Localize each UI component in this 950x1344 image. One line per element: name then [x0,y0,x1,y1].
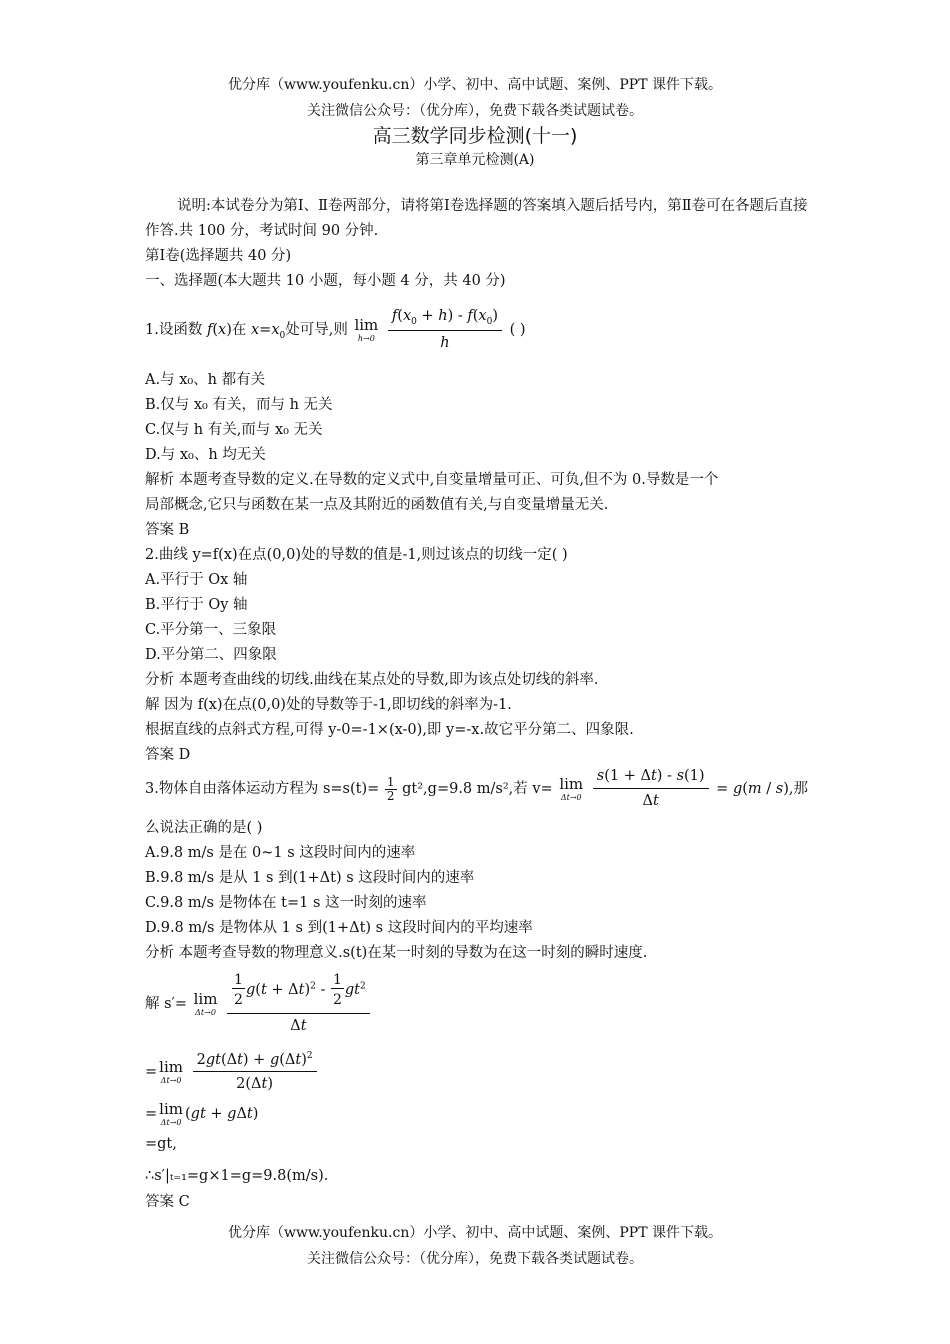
q1-analysis-2: 局部概念,它只与函数在某一点及其附近的函数值有关,与自变量增量无关. [145,497,609,513]
q3-solution-step-4: =gt, [145,1136,177,1152]
q3-solution-step-3: = lim Δt→0 (gt + gΔt) [145,1099,259,1127]
q1-limit: lim h→0 [354,315,379,343]
q2-option-c: C.平分第一、三象限 [145,622,277,638]
q1-option-a: A.与 x₀、h 都有关 [145,372,266,388]
page-title: 高三数学同步检测(十一) [372,125,578,147]
q2-option-d: D.平分第二、四象限 [145,647,277,663]
section-1-heading: 第Ⅰ卷(选择题共 40 分) [145,248,292,264]
q3-limit: lim Δt→0 [559,774,584,802]
q3-step1-fraction: $\frac{1}{2}$ $g(t + \Delta t)^2$ - $\frac{1}{2}$ $gt^2$ Δt [227,973,370,1035]
q3-stem-continued: 么说法正确的是( ) [145,820,263,836]
q3-option-b: B.9.8 m/s 是从 1 s 到(1+Δt) s 这段时间内的速率 [145,870,475,886]
q3-fraction: $\frac{s(1 + \Delta t) - s(1)}{\Delta t}$ [593,768,709,809]
header-line-2: 关注微信公众号：（优分库），免费下载各类试题试卷。 [307,103,643,119]
footer-line-2: 关注微信公众号：（优分库），免费下载各类试题试卷。 [307,1251,643,1267]
q1-fraction: $\frac{f(x_0 + h) - f(x_0)}{h}$ [388,308,502,352]
q1-option-b: B.仅与 x₀ 有关，而与 h 无关 [145,397,333,413]
q2-answer: 答案 D [145,747,191,763]
q3-answer: 答案 C [145,1194,190,1210]
q3-option-c: C.9.8 m/s 是物体在 t=1 s 这一时刻的速率 [145,895,427,911]
q1-analysis-1: 解析 本题考查导数的定义.在导数的定义式中,自变量增量可正、可负,但不为 0.导数是一个 [145,472,719,488]
page-subtitle: 第三章单元检测(A) [415,152,535,168]
section-1-subheading: 一、选择题(本大题共 10 小题，每小题 4 分，共 40 分) [145,273,506,289]
intro-paragraph: 说明:本试卷分为第Ⅰ、Ⅱ卷两部分，请将第Ⅰ卷选择题的答案填入题后括号内，第Ⅱ卷可在各题后直接作答.共 100 分，考试时间 90 分钟. [145,198,808,239]
footer-line-1: 优分库（www.youfenku.cn）小学、初中、高中试题、案例、PPT 课件下载。 [227,1225,722,1241]
header-line-1: 优分库（www.youfenku.cn）小学、初中、高中试题、案例、PPT 课件下载。 [227,77,722,93]
q3-solution-step-1: 解 s′= lim Δt→0 $\frac{1}{2}$ $g(t + \Delta t)^2$ - $\frac{1}{2}$ $gt^2$ Δt [145,968,373,1040]
q3-solution-step-2: = lim Δt→0 $\frac{2gt(\Delta t) + g(\Delta t)^2}{2(\Delta t)}$ [145,1048,320,1096]
q3-half-fraction: $\frac{1}{2}$ [386,774,395,803]
q2-analysis: 分析 本题考查曲线的切线.曲线在某点处的导数,即为该点处切线的斜率. [145,672,599,688]
q1-option-c: C.仅与 h 有关,而与 x₀ 无关 [145,422,323,438]
q3-stem: 3.物体自由落体运动方程为 s=s(t)= $\frac{1}{2}$ gt²,g=9.8 m/s²,若 v= lim Δt→0 $\frac{s(1 + \Delta t) - s(1)}{\Delta t}$ = g(m / s),那 [145,768,808,809]
q1-stem: 1.设函数 f(x)在 $x=x_0$处可导,则 lim h→0 $\frac{f(x_0 + h) - f(x_0)}{h}$ ( ) [145,308,526,352]
q2-solution-2: 根据直线的点斜式方程,可得 y-0=-1×(x-0),即 y=-x.故它平分第二、四象限. [145,722,634,738]
q3-option-a: A.9.8 m/s 是在 0~1 s 这段时间内的速率 [145,845,416,861]
q2-option-a: A.平行于 Ox 轴 [145,572,248,588]
q3-conclusion: ∴s′|ₜ₌₁=g×1=g=9.8(m/s). [145,1168,329,1184]
q1-option-d: D.与 x₀、h 均无关 [145,447,266,463]
q3-option-d: D.9.8 m/s 是物体从 1 s 到(1+Δt) s 这段时间内的平均速率 [145,920,533,936]
q3-analysis: 分析 本题考查导数的物理意义.s(t)在某一时刻的导数为在这一时刻的瞬时速度. [145,945,648,961]
q1-answer: 答案 B [145,522,190,538]
q2-stem: 2.曲线 y=f(x)在点(0,0)处的导数的值是-1,则过该点的切线一定( ) [145,547,568,563]
q2-solution-1: 解 因为 f(x)在点(0,0)处的导数等于-1,即切线的斜率为-1. [145,697,512,713]
q2-option-b: B.平行于 Oy 轴 [145,597,248,613]
